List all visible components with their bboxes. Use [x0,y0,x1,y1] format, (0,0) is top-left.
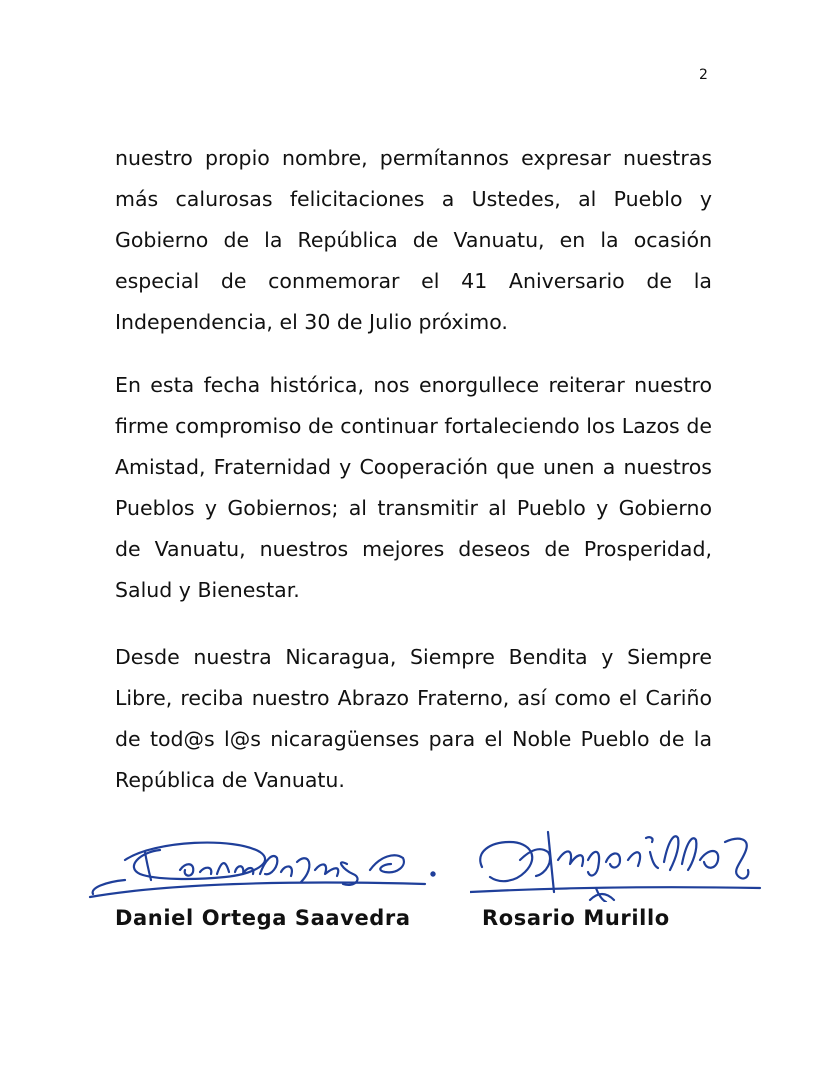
signature-rosario-murillo [470,812,770,902]
signature-daniel-ortega [85,822,445,907]
signer-name-rosario-murillo: Rosario Murillo [482,906,670,930]
letter-paragraph-2: En esta fecha histórica, nos enorgullece reiterar nuestro firme compromiso de continuar fortaleciendo los Lazos de Amistad, Fraternidad y Cooperación que unen a nuestros Pueblos y Gobiernos; al transmitir al Pueblo y Gobierno de Vanuatu, nuestros mejores deseos de Prosperidad, Salud y Bienestar. [115,373,712,602]
letter-paragraph-1: nuestro propio nombre, permítannos expresar nuestras más calurosas felicitaciones a Ustedes, al Pueblo y Gobierno de la República de Vanuatu, en la ocasión especial de conmemorar el 41 Aniversario de la Independencia, el 30 de Julio próximo. [115,146,712,334]
letter-paragraph-3: Desde nuestra Nicaragua, Siempre Bendita y Siempre Libre, reciba nuestro Abrazo Fraterno, así como el Cariño de tod@s l@s nicaragüenses para el Noble Pueblo de la República de Vanuatu. [115,645,712,792]
page-number: 2 [699,67,708,83]
signer-name-daniel-ortega: Daniel Ortega Saavedra [115,906,411,930]
